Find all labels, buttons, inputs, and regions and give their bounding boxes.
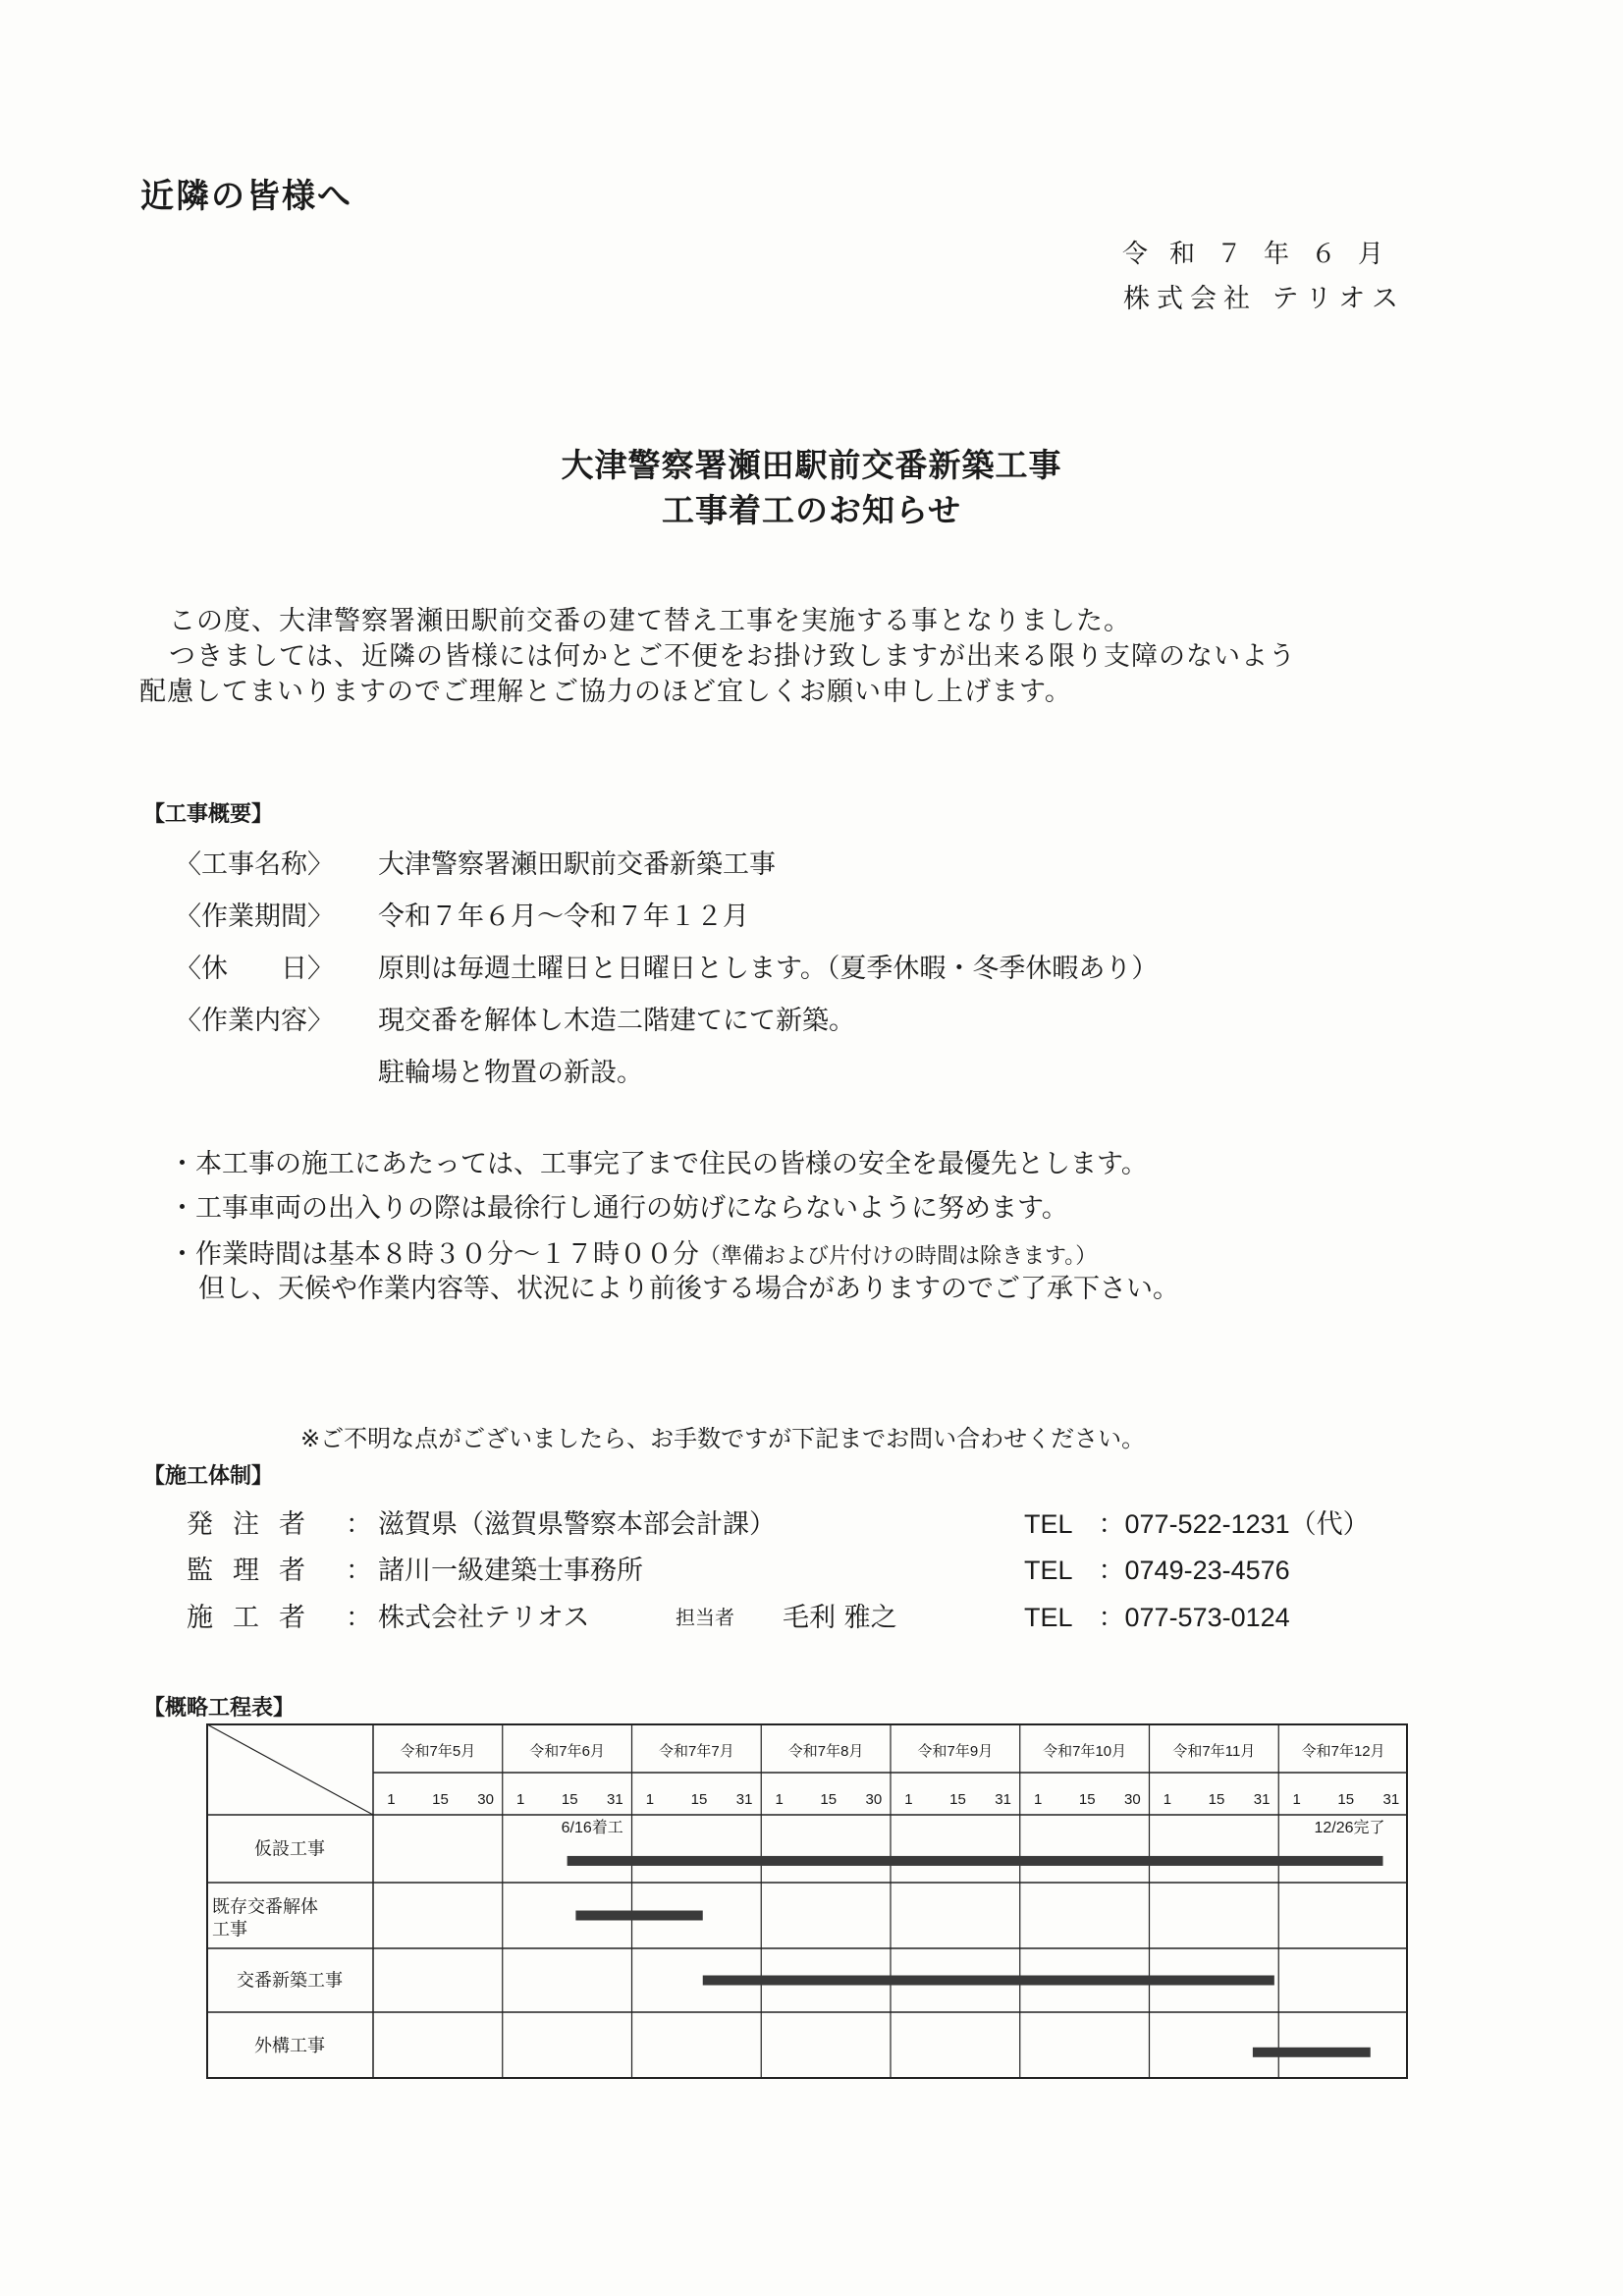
org-heading: 【施工体制】 <box>143 1464 274 1489</box>
gantt-month-label: 令和7年8月 <box>787 1743 864 1760</box>
responsible-name: 毛利 雅之 <box>783 1603 897 1633</box>
overview-value-content-extra: 駐輪場と物置の新設。 <box>378 1058 643 1088</box>
overview-label-period: 〈作業期間〉 <box>175 902 334 932</box>
gantt-task-label: 外構工事 <box>254 2036 325 2055</box>
greeting: 近隣の皆様へ <box>140 177 352 216</box>
gantt-month-label: 令和7年9月 <box>917 1743 994 1760</box>
note-bullet-1: ・本工事の施工にあたっては、工事完了まで住民の皆様の安全を最優先とします。 <box>169 1149 1148 1179</box>
gantt-task-label: 工事 <box>212 1919 247 1940</box>
overview-label-name: 〈工事名称〉 <box>175 849 334 880</box>
gantt-day-tick: 30 <box>865 1791 883 1808</box>
gantt-day-tick: 1 <box>1292 1791 1301 1808</box>
gantt-bar <box>575 1911 702 1921</box>
org-tel-contractor: TEL ：077-573-0124 <box>1024 1603 1290 1632</box>
note-bullet-2: ・工事車両の出入りの際は最徐行し通行の妨げにならないように努めます。 <box>169 1193 1068 1224</box>
gantt-day-tick: 15 <box>1208 1791 1225 1808</box>
gantt-month-label: 令和7年6月 <box>529 1743 605 1760</box>
note-bullet-3-cont: 但し、天候や作業内容等、状況により前後する場合がありますのでご了承下さい。 <box>198 1274 1179 1304</box>
org-tel-client: TEL ：077-522-1231（代） <box>1024 1509 1370 1539</box>
intro-line-1: この度、大津警察署瀬田駅前交番の建て替え工事を実施する事となりました。 <box>169 606 1131 636</box>
gantt-day-tick: 1 <box>516 1791 525 1808</box>
org-colon-supervisor: ： <box>346 1556 372 1586</box>
gantt-month-label: 令和7年7月 <box>659 1743 734 1760</box>
gantt-day-tick: 15 <box>432 1791 449 1808</box>
gantt-day-tick: 15 <box>561 1791 578 1808</box>
note-bullet-3-main: ・作業時間は基本８時３０分～１７時００分 <box>169 1239 699 1270</box>
gantt-task-label: 仮設工事 <box>254 1838 325 1859</box>
org-role-client: 発注者 <box>187 1509 325 1540</box>
gantt-task-label: 交番新築工事 <box>237 1970 343 1991</box>
org-colon-client: ： <box>346 1509 372 1540</box>
gantt-bar <box>1253 2048 1371 2057</box>
schedule-heading: 【概略工程表】 <box>143 1696 296 1721</box>
gantt-bar-start-label: 6/16着工 <box>561 1820 623 1836</box>
gantt-day-tick: 15 <box>949 1791 966 1808</box>
gantt-month-label: 令和7年5月 <box>400 1743 476 1760</box>
gantt-day-tick: 30 <box>1124 1791 1141 1808</box>
gantt-day-tick: 31 <box>1382 1791 1400 1808</box>
gantt-day-tick: 1 <box>775 1791 784 1808</box>
schedule-chart <box>206 1723 1408 2079</box>
gantt-day-tick: 15 <box>1337 1791 1355 1808</box>
overview-label-content: 〈作業内容〉 <box>175 1006 334 1036</box>
org-name-client: 滋賀県（滋賀県警察本部会計課） <box>378 1509 776 1540</box>
title-line-1: 大津警察署瀬田駅前交番新築工事 <box>561 446 1062 484</box>
gantt-day-tick: 31 <box>995 1791 1011 1808</box>
overview-value-period: 令和７年６月～令和７年１２月 <box>378 902 749 932</box>
org-name-contractor: 株式会社テリオス <box>378 1603 590 1633</box>
gantt-day-tick: 31 <box>607 1791 623 1808</box>
org-colon-contractor: ： <box>346 1603 372 1633</box>
gantt-day-tick: 30 <box>477 1791 494 1808</box>
title-line-2: 工事着工のお知らせ <box>661 491 961 529</box>
gantt-day-tick: 15 <box>690 1791 708 1808</box>
gantt-bar <box>703 1976 1274 1986</box>
gantt-day-tick: 31 <box>1253 1791 1271 1808</box>
gantt-task-label: 既存交番解体 <box>212 1896 318 1917</box>
issue-date: 令和７年６月 <box>1121 240 1405 269</box>
gantt-day-tick: 1 <box>904 1791 913 1808</box>
responsible-label: 担当者 <box>676 1606 734 1629</box>
gantt-day-tick: 15 <box>1078 1791 1096 1808</box>
org-name-supervisor: 諸川一級建築士事務所 <box>378 1556 643 1586</box>
overview-value-content: 現交番を解体し木造二階建てにて新築。 <box>378 1006 855 1036</box>
gantt-corner-diagonal <box>207 1724 373 1815</box>
org-tel-supervisor: TEL ：0749-23-4576 <box>1024 1556 1290 1585</box>
gantt-day-tick: 15 <box>820 1791 838 1808</box>
overview-value-holiday: 原則は毎週土曜日と日曜日とします。（夏季休暇・冬季休暇あり） <box>378 954 1159 984</box>
gantt-month-label: 令和7年10月 <box>1043 1743 1127 1760</box>
contact-note: ※ご不明な点がございましたら、お手数ですが下記までお問い合わせください。 <box>300 1425 1146 1452</box>
gantt-day-tick: 1 <box>1034 1791 1043 1808</box>
intro-line-3: 配慮してまいりますのでご理解とご協力のほど宜しくお願い申し上げます。 <box>139 677 1072 707</box>
gantt-bar <box>568 1856 1383 1866</box>
overview-label-holiday: 〈休 日〉 <box>175 954 334 984</box>
org-role-supervisor: 監理者 <box>187 1556 325 1586</box>
overview-heading: 【工事概要】 <box>143 802 274 827</box>
gantt-month-label: 令和7年12月 <box>1301 1743 1385 1760</box>
org-role-contractor: 施工者 <box>187 1603 325 1633</box>
company-name: 株式会社 テリオス <box>1122 284 1405 314</box>
gantt-day-tick: 1 <box>645 1791 655 1808</box>
gantt-day-tick: 1 <box>387 1791 396 1808</box>
gantt-frame <box>207 1724 1407 2078</box>
gantt-day-tick: 31 <box>735 1791 753 1808</box>
gantt-month-label: 令和7年11月 <box>1172 1743 1256 1760</box>
gantt-day-tick: 1 <box>1163 1791 1172 1808</box>
gantt-bar-end-label: 12/26完了 <box>1314 1820 1385 1836</box>
overview-value-name: 大津警察署瀬田駅前交番新築工事 <box>378 849 776 880</box>
intro-line-2: つきましては、近隣の皆様には何かとご不便をお掛け致しますが出来る限り支障のないよう <box>169 641 1296 672</box>
note-bullet-3 <box>169 1232 1097 1271</box>
note-bullet-3-aside: （準備および片付けの時間は除きます。） <box>699 1244 1098 1269</box>
